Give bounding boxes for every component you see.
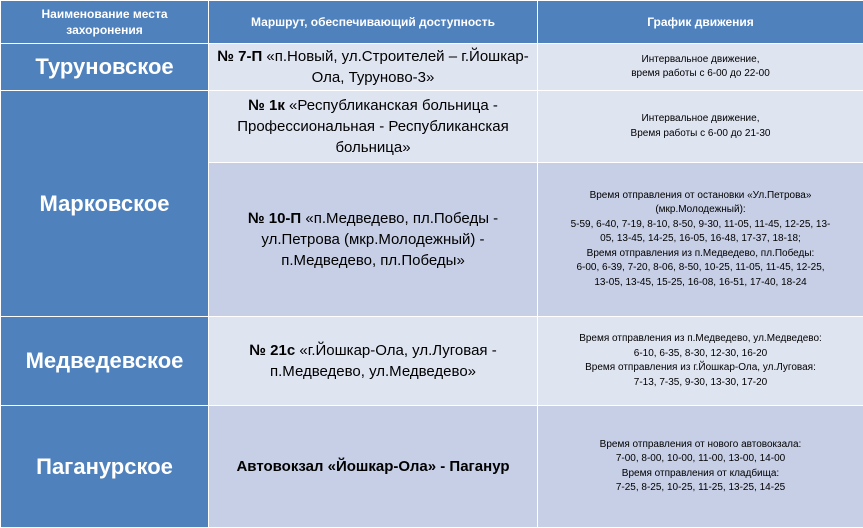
header-cemetery: Наименование места захоронения (1, 1, 209, 44)
route-text: «п.Новый, ул.Строителей – г.Йошкар-Ола, Туруново-3» (266, 48, 528, 86)
table-row (1, 317, 863, 406)
route-cell (209, 44, 538, 91)
schedule-line: 13-05, 13-45, 15-25, 16-08, 16-51, 17-40, 18-24 (542, 276, 859, 291)
schedule-line: Интервальное движение, (542, 112, 859, 127)
schedule-cell (538, 406, 863, 528)
schedule-line: 7-25, 8-25, 10-25, 11-25, 13-25, 14-25 (542, 481, 859, 496)
schedule-line: Время отправления от кладбища: (542, 467, 859, 482)
route-cell (209, 91, 538, 163)
schedule-line: Время отправления от нового автовокзала: (542, 438, 859, 453)
cemetery-name: Марковское (1, 91, 209, 317)
schedule-line: Время отправления из п.Медведево, пл.Победы: (542, 247, 859, 262)
schedule-line: 6-10, 6-35, 8-30, 12-30, 16-20 (542, 347, 859, 362)
table-header-row (1, 1, 863, 44)
route-text: «п.Медведево, пл.Победы - ул.Петрова (мкр.Молодежный) - п.Медведево, пл.Победы» (261, 210, 498, 269)
schedule-cell (538, 317, 863, 406)
route-number: № 1к (248, 97, 285, 114)
route-cell (209, 163, 538, 317)
schedule-line: 7-13, 7-35, 9-30, 13-30, 17-20 (542, 376, 859, 391)
table-row (1, 44, 863, 91)
table-row (1, 406, 863, 528)
schedule-line: Время отправления от остановки «Ул.Петрова» (542, 189, 859, 204)
schedule-line: 05, 13-45, 14-25, 16-05, 16-48, 17-37, 18-18; (542, 232, 859, 247)
route-text: Автовокзал «Йошкар-Ола» - Паганур (236, 458, 509, 475)
route-text: «Республиканская больница - Профессиональная - Республиканская больница» (237, 97, 509, 156)
cemetery-name: Медведевское (1, 317, 209, 406)
route-number: № 21с (249, 342, 295, 359)
schedule-line: Интервальное движение, (542, 53, 859, 68)
route-cell (209, 406, 538, 528)
schedule-cell (538, 163, 863, 317)
schedule-cell (538, 91, 863, 163)
header-schedule: График движения (538, 1, 863, 44)
schedule-line: время работы с 6-00 до 22-00 (542, 67, 859, 82)
route-number: № 7-П (217, 48, 262, 65)
route-text: «г.Йошкар-Ола, ул.Луговая - п.Медведево, ул.Медведево» (270, 342, 497, 380)
schedule-line: Время отправления из г.Йошкар-Ола, ул.Луговая: (542, 361, 859, 376)
schedule-line: Время отправления из п.Медведево, ул.Медведево: (542, 332, 859, 347)
schedule-line: Время работы с 6-00 до 21-30 (542, 127, 859, 142)
header-route: Маршрут, обеспечивающий доступность (209, 1, 538, 44)
table-row (1, 91, 863, 163)
schedule-line: (мкр.Молодежный): (542, 203, 859, 218)
schedule-line: 6-00, 6-39, 7-20, 8-06, 8-50, 10-25, 11-05, 11-45, 12-25, (542, 261, 859, 276)
route-cell (209, 317, 538, 406)
cemetery-name: Паганурское (1, 406, 209, 528)
schedule-cell (538, 44, 863, 91)
cemetery-name: Туруновское (1, 44, 209, 91)
route-number: № 10-П (248, 210, 301, 227)
schedule-line: 7-00, 8-00, 10-00, 11-00, 13-00, 14-00 (542, 452, 859, 467)
schedule-line: 5-59, 6-40, 7-19, 8-10, 8-50, 9-30, 11-05, 11-45, 12-25, 13- (542, 218, 859, 233)
